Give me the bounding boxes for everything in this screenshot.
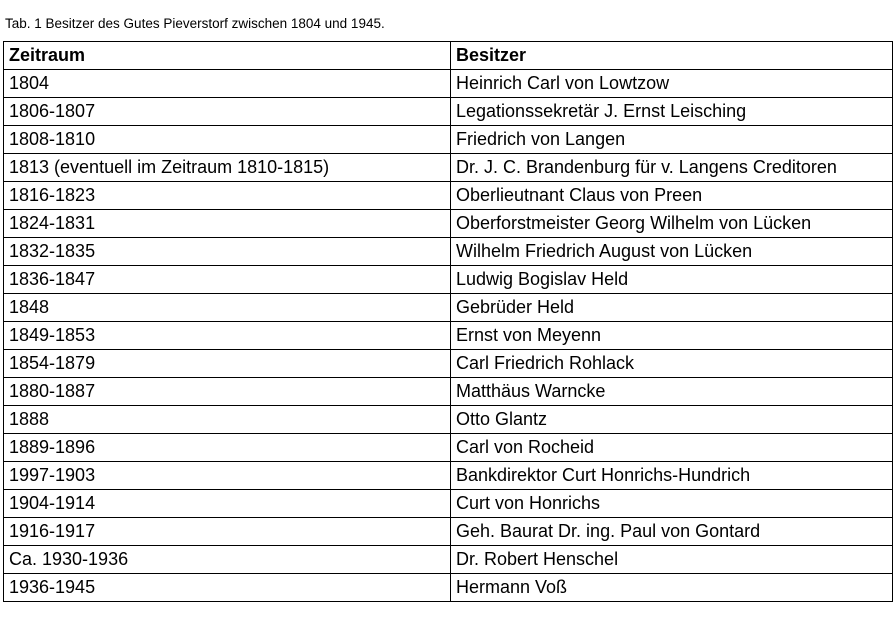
cell-besitzer: Ludwig Bogislav Held xyxy=(451,266,893,294)
cell-zeitraum: 1804 xyxy=(4,70,451,98)
cell-zeitraum: 1849-1853 xyxy=(4,322,451,350)
cell-besitzer: Friedrich von Langen xyxy=(451,126,893,154)
table-row xyxy=(4,462,893,490)
table-row xyxy=(4,210,893,238)
cell-besitzer: Curt von Honrichs xyxy=(451,490,893,518)
cell-besitzer: Carl Friedrich Rohlack xyxy=(451,350,893,378)
cell-besitzer: Dr. Robert Henschel xyxy=(451,546,893,574)
table-row xyxy=(4,70,893,98)
table-row xyxy=(4,490,893,518)
cell-besitzer: Bankdirektor Curt Honrichs-Hundrich xyxy=(451,462,893,490)
table-row xyxy=(4,238,893,266)
table-row xyxy=(4,322,893,350)
table-row xyxy=(4,294,893,322)
cell-besitzer: Carl von Rocheid xyxy=(451,434,893,462)
cell-besitzer: Hermann Voß xyxy=(451,574,893,602)
cell-besitzer: Oberforstmeister Georg Wilhelm von Lücken xyxy=(451,210,893,238)
cell-zeitraum: 1824-1831 xyxy=(4,210,451,238)
cell-zeitraum: 1816-1823 xyxy=(4,182,451,210)
cell-besitzer: Geh. Baurat Dr. ing. Paul von Gontard xyxy=(451,518,893,546)
table-header-row xyxy=(4,42,893,70)
cell-besitzer: Otto Glantz xyxy=(451,406,893,434)
cell-zeitraum: 1904-1914 xyxy=(4,490,451,518)
cell-besitzer: Gebrüder Held xyxy=(451,294,893,322)
cell-zeitraum: 1806-1807 xyxy=(4,98,451,126)
column-header-besitzer: Besitzer xyxy=(451,42,893,70)
table-row xyxy=(4,98,893,126)
cell-zeitraum: 1888 xyxy=(4,406,451,434)
cell-zeitraum: 1936-1945 xyxy=(4,574,451,602)
cell-besitzer: Ernst von Meyenn xyxy=(451,322,893,350)
table-row xyxy=(4,182,893,210)
table-row xyxy=(4,154,893,182)
column-header-zeitraum: Zeitraum xyxy=(4,42,451,70)
cell-besitzer: Wilhelm Friedrich August von Lücken xyxy=(451,238,893,266)
cell-zeitraum: 1889-1896 xyxy=(4,434,451,462)
cell-zeitraum: 1997-1903 xyxy=(4,462,451,490)
cell-zeitraum: 1916-1917 xyxy=(4,518,451,546)
table-body xyxy=(4,70,893,602)
table-row xyxy=(4,350,893,378)
cell-besitzer: Legationssekretär J. Ernst Leisching xyxy=(451,98,893,126)
table-row xyxy=(4,266,893,294)
table-row xyxy=(4,518,893,546)
cell-besitzer: Matthäus Warncke xyxy=(451,378,893,406)
table-row xyxy=(4,574,893,602)
cell-zeitraum: 1880-1887 xyxy=(4,378,451,406)
cell-zeitraum: 1808-1810 xyxy=(4,126,451,154)
cell-besitzer: Heinrich Carl von Lowtzow xyxy=(451,70,893,98)
table-row xyxy=(4,406,893,434)
cell-zeitraum: 1832-1835 xyxy=(4,238,451,266)
cell-zeitraum: Ca. 1930-1936 xyxy=(4,546,451,574)
owners-table xyxy=(3,41,893,602)
table-row xyxy=(4,378,893,406)
table-row xyxy=(4,546,893,574)
cell-zeitraum: 1854-1879 xyxy=(4,350,451,378)
cell-besitzer: Dr. J. C. Brandenburg für v. Langens Creditoren xyxy=(451,154,893,182)
cell-zeitraum: 1848 xyxy=(4,294,451,322)
table-row xyxy=(4,434,893,462)
cell-zeitraum: 1813 (eventuell im Zeitraum 1810-1815) xyxy=(4,154,451,182)
cell-besitzer: Oberlieutnant Claus von Preen xyxy=(451,182,893,210)
table-caption: Tab. 1 Besitzer des Gutes Pieverstorf zwischen 1804 und 1945. xyxy=(5,16,385,31)
cell-zeitraum: 1836-1847 xyxy=(4,266,451,294)
table-row xyxy=(4,126,893,154)
